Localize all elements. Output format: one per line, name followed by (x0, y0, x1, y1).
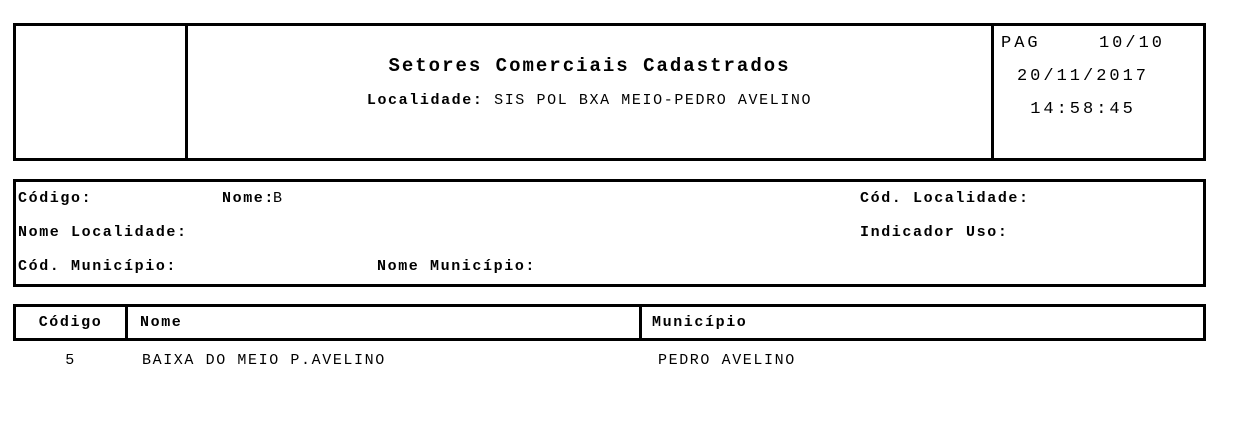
nome-localidade-label: Nome Localidade: (18, 224, 188, 241)
locality-line (188, 90, 991, 112)
filter-row-2 (16, 216, 1203, 250)
cell-nome: BAIXA DO MEIO P.AVELINO (142, 352, 386, 369)
column-header-nome: Nome (128, 307, 642, 338)
cell-municipio: PEDRO AVELINO (658, 352, 796, 369)
cell-codigo: 5 (65, 352, 76, 369)
column-header-municipio: Município (652, 314, 748, 331)
locality-value: SIS POL BXA MEIO-PEDRO AVELINO (494, 92, 813, 109)
page-label: PAG (1001, 34, 1041, 53)
report-title-area (188, 26, 991, 158)
table-header (13, 304, 1206, 341)
filter-row-1 (16, 182, 1203, 216)
report-time: 14:58:45 (1030, 100, 1136, 119)
page-info-line (1001, 27, 1165, 60)
filter-row-3 (16, 250, 1203, 284)
cod-localidade-label: Cód. Localidade: (860, 190, 1030, 207)
nome-municipio-label: Nome Município: (377, 258, 537, 275)
logo-placeholder (16, 26, 188, 158)
cod-municipio-label: Cód. Município: (18, 258, 178, 275)
indicador-uso-label: Indicador Uso: (860, 224, 1009, 241)
column-header-codigo: Código (16, 307, 128, 338)
locality-label: Localidade: (366, 92, 484, 109)
report-date: 20/11/2017 (1016, 67, 1150, 86)
report-header (13, 23, 1206, 161)
table-row (13, 346, 1206, 376)
nome-label: Nome: (222, 190, 276, 207)
codigo-label: Código: (18, 190, 93, 207)
nome-value: B (273, 190, 284, 207)
page-number: 10/10 (1098, 34, 1165, 53)
page-info-box (991, 26, 1203, 158)
page-title: Setores Comerciais Cadastrados (388, 55, 791, 77)
filter-panel (13, 179, 1206, 287)
